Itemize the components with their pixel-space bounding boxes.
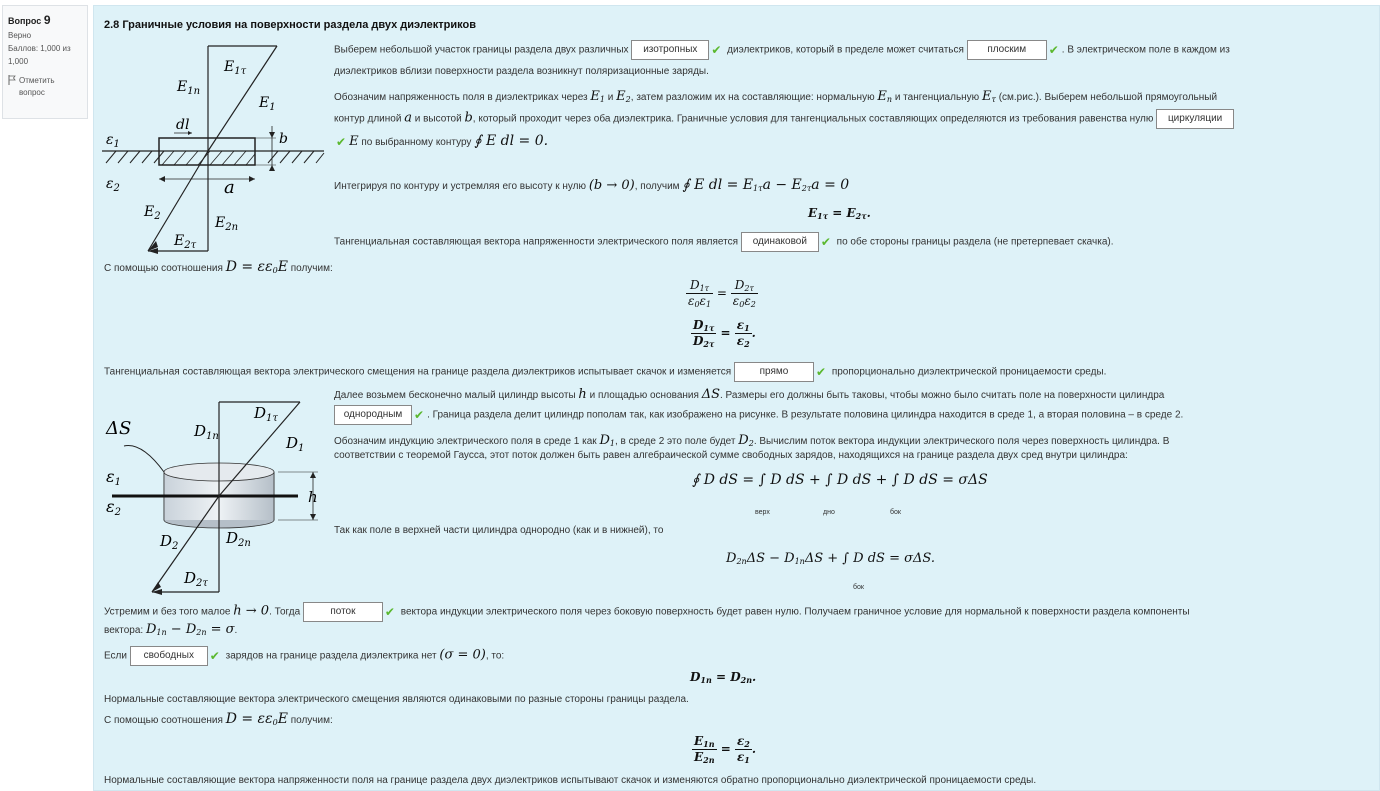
svg-text:E1n: $E_{1n}$ [177,79,201,97]
svg-text:D1n: $D_{1n}$ [194,422,219,442]
question-info [2,5,88,119]
answer-uniform[interactable]: однородным [334,405,412,425]
paragraph-4: Тангенциальная составляющая вектора напряженности электрического поля является одинаковой ✔ по обе стороны границы раздела (не претерпевает скачка). [334,232,1114,252]
flag-question-link[interactable] [8,75,82,101]
svg-text:E1: $E_1$ [259,95,276,113]
equation-e-tangential: $E_{1\tau} = E_{2\tau}$. [808,206,871,221]
equation-d-ratio-2: $\frac{D_{1\tau}}{D_{2\tau}}$ = $\frac{\varepsilon_1}{\varepsilon_2}$ . [693,318,756,349]
paragraph-5: С помощью соотношения $D = \varepsilon\varepsilon_0E$ получим: [104,259,333,275]
svg-text:E2: $E_2$ [144,204,161,222]
check-icon: ✔ [209,649,220,663]
paragraph-7-line-1: Далее возьмем бесконечно малый цилиндр высоты h и площадью основания ΔS. Размеры его должны быть таковы, чтобы можно было считать поле на поверхности цилиндра [334,387,1165,402]
paragraph-2-line-2: контур длиной a и высотой b, который проходит через оба диэлектрика. Граничные условия для тангенциальных составляющих определяются из требования равенства нулю циркуляции [334,109,1234,129]
svg-text:E2τ: $E_{2\tau}$ [174,233,197,251]
equation-d-ratio-1: $\frac{D_{1\tau}}{\varepsilon_0\varepsilon_1}$ = $\frac{D_{2\tau}}{\varepsilon_0\varepsilon_2}$ [688,278,756,309]
paragraph-8-line-2: соответствии с теоремой Гаусса, этот поток должен быть равен алгебраической сумме свободных зарядов, находящихся на границе раздела двух сред внутри цилиндра: [334,450,1128,461]
svg-text:D2n: $D_{2n}$ [226,529,251,549]
paragraph-6: Тангенциальная составляющая вектора электрического смещения на границе раздела диэлектриков испытывает скачок и изменяется прямо ✔ пропорционально диэлектрической проницаемости среды. [104,362,1106,382]
paragraph-2-line-3: ✔ E по выбранному контуру ∮ E dl = 0. [336,133,549,150]
paragraph-10-line-1: Устремим и без того малое h → 0. Тогда поток ✔ вектора индукции электрического поля через боковую поверхность будет равен нулю. Получаем граничное условие для нормальной к поверхности раздела компоненты [104,602,1190,622]
answer-directly[interactable]: прямо [734,362,814,382]
question-label: Вопрос [8,16,42,26]
svg-text:ΔS: ΔS [106,418,132,439]
svg-text:D2τ: $D_{2\tau}$ [184,569,208,589]
paragraph-8-line-1: Обозначим индукцию электрического поля в среде 1 как $D_1$, в среде 2 это поле будет $D_2$. Вычислим поток вектора индукции электрического поля через поверхность цилиндра. В [334,433,1170,448]
svg-text:h: h [308,488,318,506]
check-icon: ✔ [815,365,827,379]
svg-text:ε2: $\varepsilon_2$ [106,176,120,194]
question-number-value: 9 [43,13,51,27]
equation-flux-parts: $D_{2n}\Delta S - D_{1n}\Delta S$ + ∫ D dS = σΔS. [726,551,935,566]
svg-text:D2: $D_2$ [160,532,179,552]
flag-label: Отметить вопрос [19,75,55,98]
check-icon: ✔ [820,235,831,249]
question-score: Баллов: 1,000 из 1,000 [8,43,71,66]
svg-text:b: b [279,131,288,147]
answer-free[interactable]: свободных [130,646,208,666]
svg-text:ε2: ε2 [106,497,121,518]
section-title: 2.8 Граничные условия на поверхности раздела двух диэлектриков [104,19,476,31]
svg-text:D1: $D_1$ [286,434,305,454]
figure-cylinder-d-field [102,390,330,600]
answer-flat[interactable]: плоским [967,40,1047,60]
label-side-2: бок [853,584,864,591]
label-top: верх [755,509,770,516]
check-icon: ✔ [414,408,425,422]
svg-text:E2n: $E_{2n}$ [215,215,239,233]
svg-text:ε1: ε1 [106,467,121,488]
paragraph-9: Так как поле в верхней части цилиндра однородно (как и в нижней), то [334,525,664,536]
svg-text:E1τ: $E_{1\tau}$ [224,59,247,77]
equation-d-normal: $D_{1n} = D_{2n}$. [690,670,757,685]
paragraph-10-line-2: вектора: $D_{1n} - D_{2n} = \sigma$. [104,622,238,637]
equation-gauss-flux: ∮ D dS = ∫ D dS + ∫ D dS + ∫ D dS = σΔS [692,472,988,488]
answer-isotropic[interactable]: изотропных [631,40,709,60]
answer-circulation[interactable]: циркуляции [1156,109,1234,129]
paragraph-13: С помощью соотношения $D = \varepsilon\varepsilon_0E$ получим: [104,711,333,727]
svg-text:ε1: $\varepsilon_1$ [106,132,120,150]
flag-icon [8,75,16,85]
check-icon: ✔ [1048,43,1059,57]
check-icon: ✔ [336,135,347,150]
paragraph-1-line-1: Выберем небольшой участок границы раздела двух различных изотропных ✔ диэлектриков, который в пределе может считаться плоским ✔ . В электрическом поле в каждом из [334,40,1230,60]
answer-flux[interactable]: поток [303,602,383,622]
label-side: бок [890,509,901,516]
paragraph-14: Нормальные составляющие вектора напряженности поля на границе раздела двух диэлектриков испытывают скачок и изменяются обратно пропорционально диэлектрической проницаемости среды. [104,775,1037,786]
question-status: Верно [8,31,32,41]
paragraph-3: Интегрируя по контуру и устремляя его высоту к нулю (b → 0), получим ∮ E dl = $E_{1\tau}a - E_{2\tau}a = 0$ [334,177,850,193]
paragraph-7-line-2: однородным ✔ . Граница раздела делит цилиндр пополам так, как изображено на рисунке. В результате половина цилиндра находится в среде 1, а вторая половина – в среде 2. [334,405,1183,425]
equation-e-normal-ratio: $\frac{E_{1n}}{E_{2n}}$ = $\frac{\varepsilon_2}{\varepsilon_1}$ . [694,734,757,765]
paragraph-2-line-1: Обозначим напряженность поля в диэлектриках через $E_1$ и $E_2$, затем разложим их на составляющие: нормальную $E_n$ и тангенциальную $E_\tau$ (см.рис.). Выберем небольшой прямоугольный [334,89,1218,104]
paragraph-11: Если свободных ✔ зарядов на границе раздела диэлектрика нет (σ = 0), то: [104,646,504,666]
svg-text:a: a [224,177,235,198]
svg-text:D1τ: $D_{1\tau}$ [254,404,278,424]
figure-boundary-e-field [102,41,327,256]
svg-text:dl: dl [176,117,190,133]
paragraph-1-line-2: диэлектриков вблизи поверхности раздела возникнут поляризационные заряды. [334,66,709,77]
question-content [93,5,1380,791]
check-icon: ✔ [711,43,722,57]
paragraph-12: Нормальные составляющие вектора электрического смещения являются одинаковыми по разные стороны границы раздела. [104,694,689,705]
question-number [8,11,82,30]
answer-same[interactable]: одинаковой [741,232,819,252]
label-bottom: дно [823,509,835,516]
check-icon: ✔ [384,605,395,619]
